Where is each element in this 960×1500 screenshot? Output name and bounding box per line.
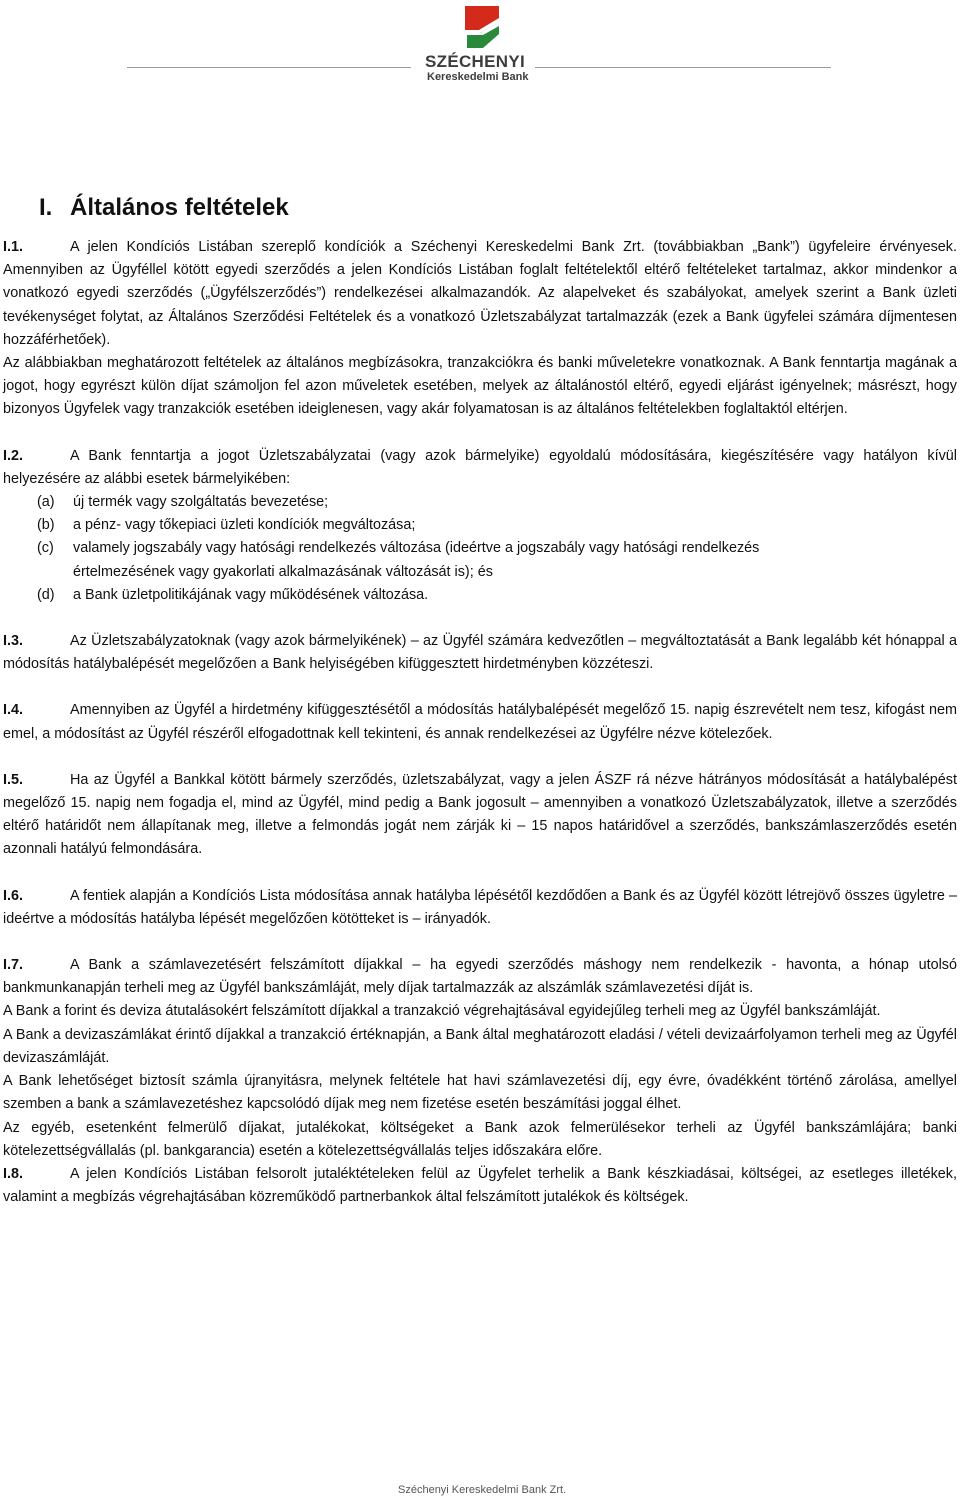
section-text: A fentiek alapján a Kondíciós Lista módosítása annak hatályba lépésétől kezdődően a Bank és az Ügyfél között létrejövő összes ügyletre – ideértve a módosítás hatályba lépését megelőzően kötötteket is – irányadók. — [3, 887, 957, 927]
section-text: A Bank fenntartja a jogot Üzletszabályzatai (vagy azok bármelyike) egyoldalú módosítására, kiegészítésére vagy hatályon kívül helyezésére az alábbi esetek bármelyikében: — [3, 447, 957, 487]
section-7-paragraph-1 — [3, 954, 957, 1000]
section-number: I.5. — [3, 771, 23, 788]
section-7-paragraph-2: A Bank a forint és deviza átutalásokért felszámított díjakkal a tranzakció végrehajtásával egyidejűleg terheli meg az Ügyfél bankszámláját. — [3, 1003, 881, 1020]
page-header — [0, 0, 960, 100]
brand-subtitle: Kereskedelmi Bank — [427, 71, 529, 83]
section-7-paragraph-3: A Bank a devizaszámlákat érintő díjakkal a tranzakció értéknapján, a Bank által meghatározott eladási / vételi devizaárfolyamon terheli meg az Ügyfél devizaszámláját. — [3, 1026, 957, 1066]
list-item-text: valamely jogszabály vagy hatósági rendelkezés változása (ideértve a jogszabály vagy hatósági rendelkezés — [73, 540, 760, 557]
section-number: I.7. — [3, 957, 23, 974]
bank-logo — [425, 4, 535, 88]
list-item — [3, 491, 957, 514]
list-item — [3, 537, 957, 560]
list-item-label: (c) — [37, 540, 54, 557]
header-rule-left — [127, 67, 411, 68]
list-item-label: (d) — [37, 586, 55, 603]
section-5 — [3, 769, 957, 862]
title-text: Általános feltételek — [70, 194, 289, 221]
section-number: I.3. — [3, 633, 23, 650]
section-number: I.2. — [3, 447, 23, 464]
section-text: A jelen Kondíciós Listában szereplő kondíciók a Széchenyi Kereskedelmi Bank Zrt. (továbbiakban „Bank”) ügyfeleire érvényesek. Amennyiben az Ügyféllel kötött egyedi szerződés a jelen Kondíciós Listában foglalt feltételektől eltérő feltételeket tartalmaz, akkor mindenkor a vonatkozó egyedi szerződés („Ügyfélszerződés”) rendelkezései alkalmazandók. Az alapelveket és szabályokat, amelyek szerint a Bank üzleti tevékenységet folytat, az Általános Szerződési Feltételek és a vonatkozó Üzletszabályzat tartalmazzák (ezek a Bank ügyfelei számára díjmentesen hozzáférhetőek). — [3, 239, 957, 348]
page-footer: Széchenyi Kereskedelmi Bank Zrt. — [398, 1484, 567, 1496]
header-rule-right — [535, 67, 831, 68]
section-1-paragraph-2: Az alábbiakban meghatározott feltételek az általános megbízásokra, tranzakciókra és banki műveletekre vonatkoznak. A Bank fenntartja magának a jogot, hogy egyrészt külön díjat számoljon fel azon műveletek esetében, melyek az általánostól eltérő, egyedi eljárást igényelnek; másrészt, hogy bizonyos Ügyfelek vagy tranzakciók esetében ideiglenesen, vagy akár folyamatosan is az általános feltételekben foglaltaktól eltérjen. — [3, 355, 957, 418]
title-number: I. — [39, 194, 53, 221]
section-number: I.1. — [3, 239, 23, 255]
section-number: I.8. — [3, 1165, 23, 1182]
section-3 — [3, 630, 957, 676]
list-item — [3, 514, 957, 537]
page-title — [39, 190, 960, 226]
list-item-text: a Bank üzletpolitikájának vagy működésének változása. — [73, 586, 429, 603]
list-item — [3, 584, 957, 607]
list-item-text: új termék vagy szolgáltatás bevezetése; — [73, 494, 329, 511]
section-4 — [3, 699, 957, 745]
list-item-text: a pénz- vagy tőkepiaci üzleti kondíciók megváltozása; — [73, 517, 416, 534]
section-text: Ha az Ügyfél a Bankkal kötött bármely szerződés, üzletszabályzat, vagy a jelen ÁSZF rá nézve hátrányos módosítását a hatálybalépést megelőző 15. napig nem fogadja el, mind az Ügyfél, mind pedig a Bank jogosult – amennyiben a vonatkozó Üzletszabályzatok, illetve a szerződés eltérő határidőt nem állapítanak meg, illetve a felmondás jogát nem zárják ki – 15 napos határidővel a szerződés, bankszámlaszerződés esetén azonnali hatályú felmondására. — [3, 771, 957, 858]
list-item-label: (b) — [37, 517, 55, 534]
section-7-paragraph-4: A Bank lehetőséget biztosít számla újranyitásra, melynek feltétele hat havi számlavezetési díj, egy évre, óvadékként történő zárolása, amellyel szemben a bank a számlavezetéshez kapcsolódó díjak meg nem fizetése esetén beszámítási joggal élhet. — [3, 1073, 957, 1113]
section-6 — [3, 885, 957, 931]
brand-name: SZÉCHENYI — [425, 52, 525, 71]
list-item-label: (a) — [37, 494, 55, 511]
section-2-intro — [3, 445, 957, 491]
list-item-continuation: értelmezésének vagy gyakorlati alkalmazásának változását is); és — [73, 563, 493, 580]
section-text: Amennyiben az Ügyfél a hirdetmény kifüggesztésétől a módosítás hatálybalépését megelőző 15. napig észrevételt nem tesz, kifogást nem emel, a módosítást az Ügyfél részéről elfogadottnak kell tekinteni, és annak rendelkezései az Ügyfélre nézve kötelezőek. — [3, 702, 957, 742]
section-7-paragraph-5: Az egyéb, esetenként felmerülő díjakat, jutalékokat, költségeket a Bank azok felmerülésekor terheli az Ügyfél bankszámlájára; banki kötelezettségvállalás (pl. bankgarancia) esetén a kötelezettségvállalás teljes időszakára előre. — [3, 1119, 957, 1159]
section-1-paragraph-1 — [3, 236, 957, 352]
section-text: Az Üzletszabályzatoknak (vagy azok bármelyikének) – az Ügyfél számára kedvezőtlen – megváltoztatását a Bank legalább két hónappal a módosítás hatálybalépését megelőzően a Bank helyiségében kifüggesztett hirdetményben közzéteszi. — [3, 633, 957, 673]
section-number: I.4. — [3, 702, 23, 719]
section-8 — [3, 1163, 957, 1209]
section-text: A Bank a számlavezetésért felszámított díjakkal – ha egyedi szerződés máshogy nem rendelkezik - havonta, a hónap utolsó bankmunkanapján terheli meg az Ügyfél bankszámláját, mely díjak tartalmazzák az alszámlák számlavezetési díját is. — [3, 957, 957, 997]
section-text: A jelen Kondíciós Listában felsorolt jutaléktételeken felül az Ügyfelet terhelik a Bank készkiadásai, költségei, az esetleges illetékek, valamint a megbízás végrehajtásában közreműködő partnerbankok által felszámított jutalékok és költségek. — [3, 1165, 957, 1206]
document-body — [0, 190, 960, 1209]
logo-emblem-icon — [459, 4, 505, 50]
section-number: I.6. — [3, 887, 23, 904]
